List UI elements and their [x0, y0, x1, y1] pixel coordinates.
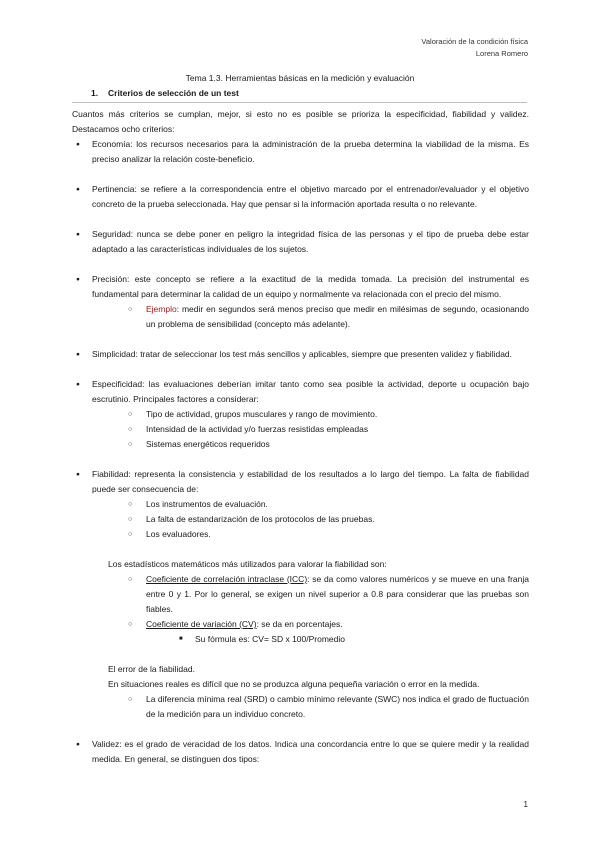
section-label: Criterios de selección de un test	[108, 88, 239, 98]
list-item: ○ Intensidad de la actividad y/o fuerzas resistidas empleadas	[128, 422, 529, 437]
error-text: En situaciones reales es difícil que no se produzca alguna pequeña variación o error en la medida.	[108, 679, 480, 689]
criterion-text: : las evaluaciones deberían imitar tanto como sea posible la actividad, deporte u ocupación bajo escrutinio. Principales factores a considerar:	[92, 379, 529, 404]
icc-label: Coeficiente de correlación intraclase (ICC)	[146, 574, 308, 584]
criterion-precision	[72, 272, 529, 302]
list-item: ○ Sistemas energéticos requeridos	[128, 437, 529, 452]
criterion-term: Seguridad	[92, 229, 131, 239]
header-course: Valoración de la condición física	[421, 37, 528, 46]
criterion-text: : este concepto se refiere a la exactitud de la medida tomada. La precisión del instrumental es fundamental para determinar la calidad de un equipo y normalmente va relacionada con el precio del mismo.	[92, 274, 529, 299]
list-item: ○ Los instrumentos de evaluación.	[128, 497, 529, 512]
precision-example	[128, 302, 529, 332]
criterion-text: : nunca se debe poner en peligro la integridad física de las personas y el tipo de prueba debe estar adaptado a las características individuales de los sujetos.	[92, 229, 529, 254]
document-body	[72, 107, 529, 767]
example-text: : medir en segundos será menos preciso que medir en milésimas de segundo, ocasionando un problema de sensibilidad (concepto más adelante).	[146, 304, 529, 329]
page-header	[421, 36, 528, 60]
list-item: ○ Tipo de actividad, grupos musculares y rango de movimiento.	[128, 407, 529, 422]
icc-text: : se da como valores numéricos y se mueve en una franja entre 0 y 1. Por lo general, se exigen un nivel superior a 0.8 para considerar que las pruebas son fiables.	[146, 574, 529, 614]
criterion-pertinencia	[72, 182, 529, 212]
error-title: El error de la fiabilidad.	[108, 664, 195, 674]
criterion-text: : se refiere a la correspondencia entre el objetivo marcado por el entrenador/evaluador y el objetivo concreto de la prueba seleccionada. Hay que pensar si la información aportada resulta o no relevante.	[92, 184, 529, 209]
page-number: 1	[523, 800, 528, 809]
example-label: Ejemplo	[146, 304, 177, 314]
list-item: ○ Los evaluadores.	[128, 527, 529, 542]
icc-item	[128, 572, 529, 617]
cv-formula: ■ Su fórmula es: CV= SD x 100/Promedio	[179, 632, 529, 647]
section-heading	[91, 88, 239, 98]
list-item: ○ La falta de estandarización de los protocolos de las pruebas.	[128, 512, 529, 527]
cv-item	[128, 617, 529, 632]
criterion-term: Fiabilidad	[92, 469, 129, 479]
criterion-validez	[72, 737, 529, 767]
cv-text: : se da en porcentajes.	[256, 619, 343, 629]
criterion-text: : es el grado de veracidad de los datos. Indica una concordancia entre lo que se quiere medir y la realidad medida. En general, se distinguen dos tipos:	[92, 739, 529, 764]
stats-intro: Los estadísticos matemáticos más utilizados para valorar la fiabilidad son:	[108, 559, 387, 569]
criterion-term: Pertinencia	[92, 184, 135, 194]
criterion-text: : representa la consistencia y estabilidad de los resultados a lo largo del tiempo. La falta de fiabilidad puede ser consecuencia de:	[92, 469, 529, 494]
header-author: Lorena Romero	[475, 49, 528, 58]
error-item: ○ La diferencia mínima real (SRD) o cambio mínimo relevante (SWC) nos indica el grado de fluctuación de la medición para un individuo concreto.	[128, 692, 529, 722]
criterion-text: : tratar de seleccionar los test más sencillos y aplicables, siempre que presenten validez y fiabilidad.	[135, 349, 513, 359]
criterion-term: Simplicidad	[92, 349, 136, 359]
criterion-term: Validez	[92, 739, 120, 749]
cv-label: Coeficiente de variación (CV)	[146, 619, 257, 629]
criterion-economia	[72, 137, 529, 167]
criterion-text: : los recursos necesarios para la administración de la prueba determina la viabilidad de la misma. Es preciso analizar la relación coste-beneficio.	[92, 139, 529, 164]
criterion-term: Especificidad	[92, 379, 143, 389]
criterion-especificidad	[72, 377, 529, 407]
criterion-simplicidad	[72, 347, 529, 362]
criterion-fiabilidad	[72, 467, 529, 497]
section-divider	[72, 102, 527, 103]
criterion-seguridad	[72, 227, 529, 257]
section-number: 1.	[91, 88, 99, 98]
intro-paragraph: Cuantos más criterios se cumplan, mejor, si esto no es posible se prioriza la especificidad, fiabilidad y validez. Destacamos ocho criterios:	[72, 109, 529, 134]
page-title: Tema 1.3. Herramientas básicas en la medición y evaluación	[185, 73, 415, 83]
criterion-term: Precisión	[92, 274, 127, 284]
criterion-term: Economía	[92, 139, 131, 149]
